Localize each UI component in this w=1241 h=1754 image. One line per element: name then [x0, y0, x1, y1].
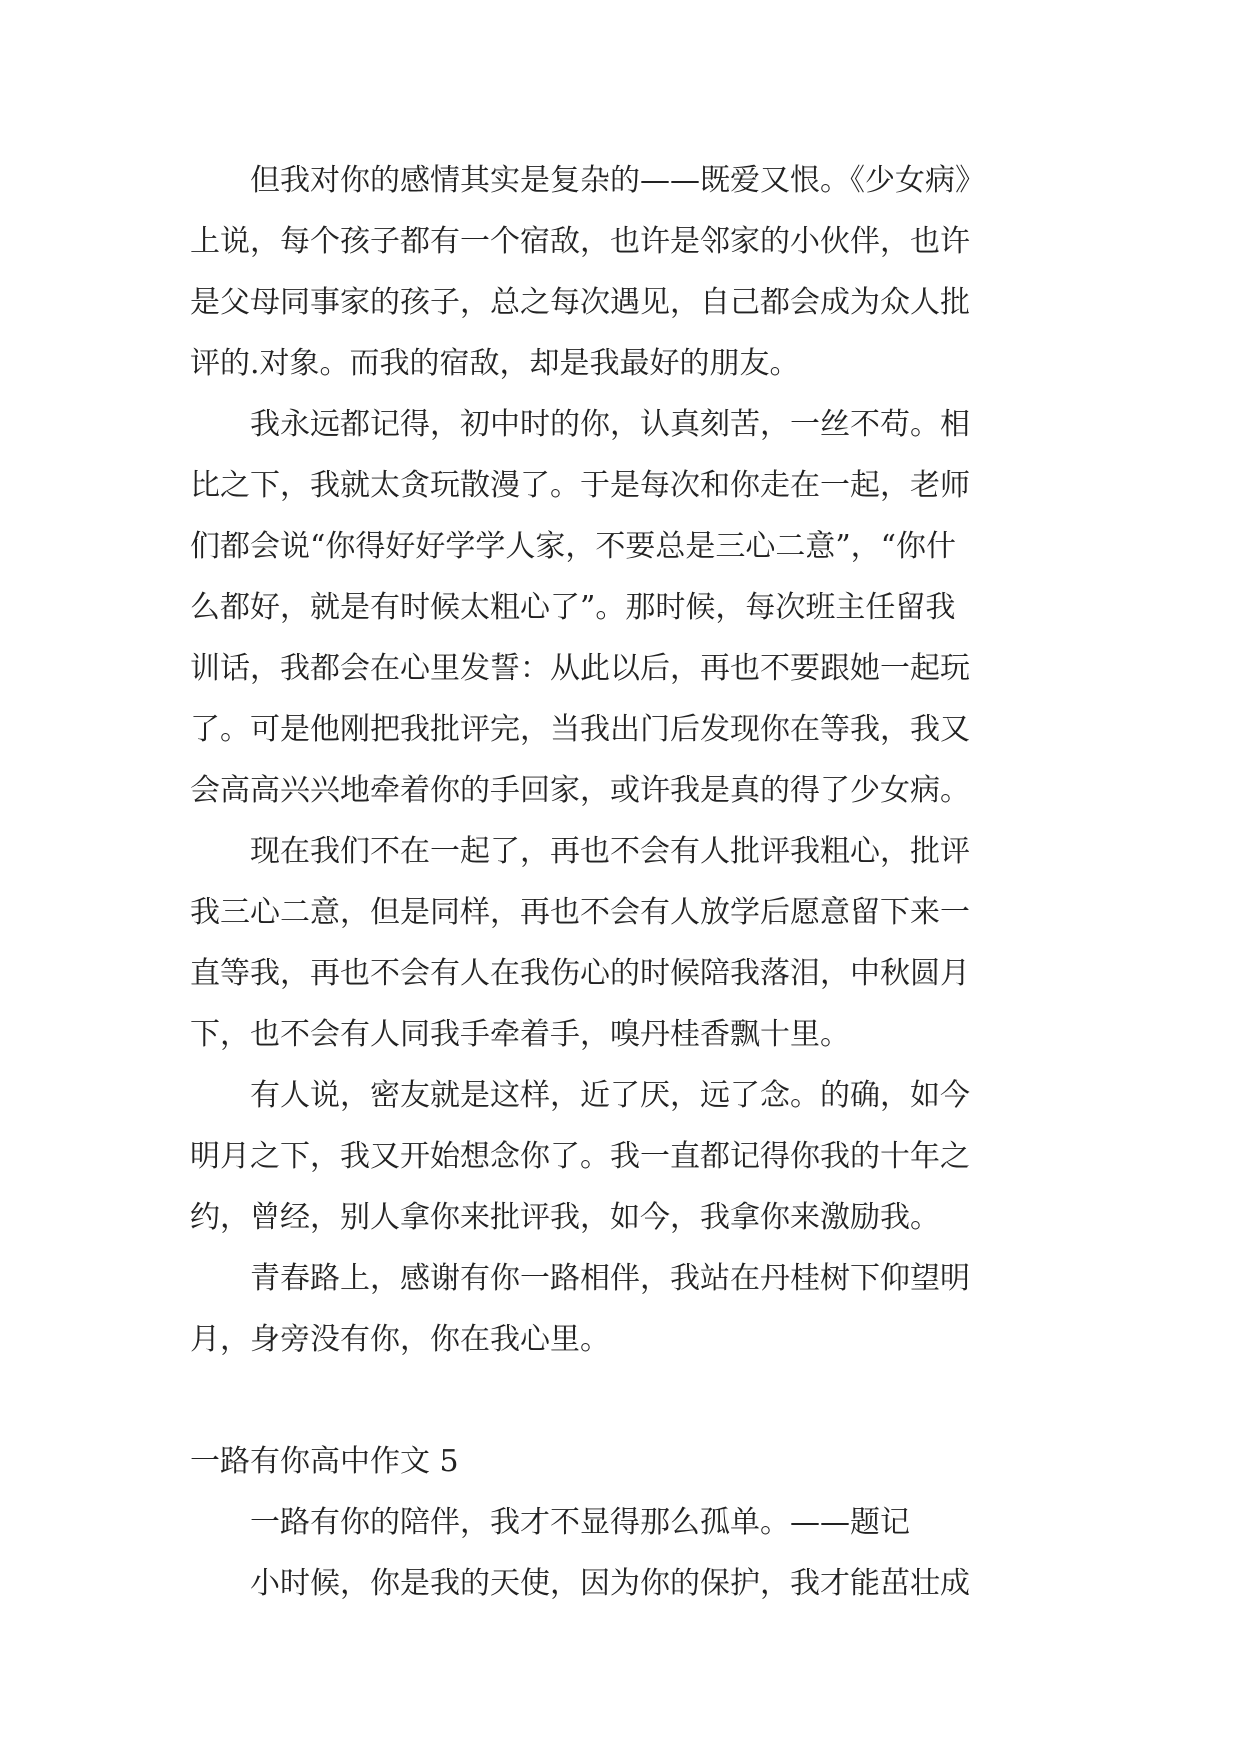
epigraph	[190, 1492, 1070, 1553]
text-line: 比之下，我就太贪玩散漫了。于是每次和你走在一起，老师	[190, 468, 970, 503]
text-line: 了。可是他刚把我批评完，当我出门后发现你在等我，我又	[190, 712, 970, 747]
paragraph	[190, 821, 1070, 1065]
text-line: 明月之下，我又开始想念你了。我一直都记得你我的十年之	[190, 1139, 970, 1174]
text-line: 么都好，就是有时候太粗心了”。那时候，每次班主任留我	[190, 590, 956, 625]
text-line: 下，也不会有人同我手牵着手，嗅丹桂香飘十里。	[190, 1017, 850, 1052]
text-line: 我三心二意，但是同样，再也不会有人放学后愿意留下来一	[190, 895, 970, 930]
text-line: 小时候，你是我的天使，因为你的保护，我才能茁壮成	[250, 1566, 970, 1601]
text-line: 们都会说“你得好好学学人家，不要总是三心二意”，“你什	[190, 529, 957, 564]
text-line: 上说，每个孩子都有一个宿敌，也许是邻家的小伙伴，也许	[190, 224, 970, 259]
text-line: 训话，我都会在心里发誓：从此以后，再也不要跟她一起玩	[190, 651, 970, 686]
text-line: 评的.对象。而我的宿敌，却是我最好的朋友。	[190, 346, 800, 381]
section-heading: 一路有你高中作文 5	[190, 1444, 459, 1479]
blank-line	[190, 1370, 1070, 1431]
text-line: 约，曾经，别人拿你来批评我，如今，我拿你来激励我。	[190, 1200, 940, 1235]
text-line: 有人说，密友就是这样，近了厌，远了念。的确，如今	[250, 1078, 970, 1113]
paragraph	[190, 150, 1070, 394]
text-line: 现在我们不在一起了，再也不会有人批评我粗心，批评	[250, 834, 970, 869]
paragraph	[190, 1553, 1070, 1614]
document-page	[190, 150, 1070, 1614]
text-line: 会高高兴兴地牵着你的手回家，或许我是真的得了少女病。	[190, 773, 970, 808]
paragraph	[190, 1248, 1070, 1370]
paragraph	[190, 1065, 1070, 1248]
text-line: 青春路上，感谢有你一路相伴，我站在丹桂树下仰望明	[250, 1261, 970, 1296]
text-line: 我永远都记得，初中时的你，认真刻苦，一丝不苟。相	[250, 407, 970, 442]
text-line: 一路有你的陪伴，我才不显得那么孤单。——题记	[250, 1505, 910, 1540]
text-line: 直等我，再也不会有人在我伤心的时候陪我落泪，中秋圆月	[190, 956, 970, 991]
paragraph	[190, 394, 1070, 821]
text-line: 月，身旁没有你，你在我心里。	[190, 1322, 610, 1357]
text-line: 但我对你的感情其实是复杂的——既爱又恨。《少女病》	[250, 163, 985, 198]
text-line: 是父母同事家的孩子，总之每次遇见，自己都会成为众人批	[190, 285, 970, 320]
